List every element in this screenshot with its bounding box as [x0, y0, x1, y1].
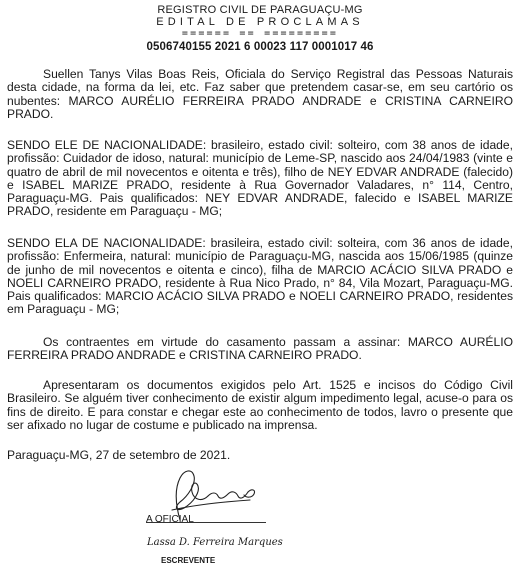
documents-paragraph: Apresentaram os documentos exigidos pelo Art. 1525 e incisos do Código Civil Brasileiro. Se alguém tiver conhecimento de existir algum impedimento legal, acuse-o para os fins de direito. E para constar e chegar este ao conhecimento de todos, lavro o presente que ser afixado no lugar de costume e publicado na imprensa.: [7, 378, 513, 432]
clerk-role: ESCREVENTE: [161, 556, 216, 565]
bride-paragraph: SENDO ELA DE NACIONALIDADE: brasileira, estado civil: solteira, com 36 anos de idade, profissão: Enfermeira, natural: município de Paraguaçu-MG, nascida aos 15/06/1985 (quinze de junho de mil novecentos e oitenta e cinco), filha de MARCIO ACÁCIO SILVA PRADO e NOELI CARNEIRO PRADO, residente à Rua Nico Prado, n° 84, Vila Mozart, Paraguaçu-MG. Pais qualificados: MARCIO ACÁCIO SILVA PRADO e NOELI CARNEIRO PRADO, residentes em Paraguaçu - MG;: [7, 236, 513, 317]
registration-code: 0506740155 2021 6 00023 117 0001017 46: [146, 41, 374, 53]
registry-title: REGISTRO CIVIL DE PARAGUAÇU-MG: [157, 4, 363, 16]
issue-date: Paraguaçu-MG, 27 de setembro de 2021.: [7, 448, 231, 462]
groom-paragraph: SENDO ELE DE NACIONALIDADE: brasileiro, estado civil: solteiro, com 38 anos de idade, profissão: Cuidador de idoso, natural: município de Leme-SP, nascido aos 24/04/1983 (vinte e quatro de abril de mil novecentos e oitenta e três), filho de NEY EDVAR ANDRADE (falecido) e ISABEL MARIZE PRADO, residente à Rua Governador Valadares, n° 114, Centro, Paraguaçu-MG. Pais qualificados: NEY EDVAR ANDRADE, falecido e ISABEL MARIZE PRADO, residente em Paraguaçu - MG;: [7, 138, 513, 219]
notice-title: EDITAL DE PROCLAMAS: [156, 16, 364, 28]
official-label: A OFICIAL: [146, 514, 194, 525]
signature-names-paragraph: Os contraentes em virtude do casamento passam a assinar: MARCO AURÉLIO FERREIRA PRADO ANDRADE e CRISTINA CARNEIRO PRADO.: [7, 335, 513, 363]
title-underline: ====== == =========: [181, 28, 339, 39]
intro-paragraph: Suellen Tanys Vilas Boas Reis, Oficiala do Serviço Registral das Pessoas Naturais desta cidade, na forma da lei, etc. Faz saber que pretendem casar-se, em seu cartório os nubentes: MARCO AURÉLIO FERREIRA PRADO ANDRADE e CRISTINA CARNEIRO PRADO.: [7, 67, 513, 121]
clerk-name: Lassa D. Ferreira Marques: [147, 537, 283, 548]
